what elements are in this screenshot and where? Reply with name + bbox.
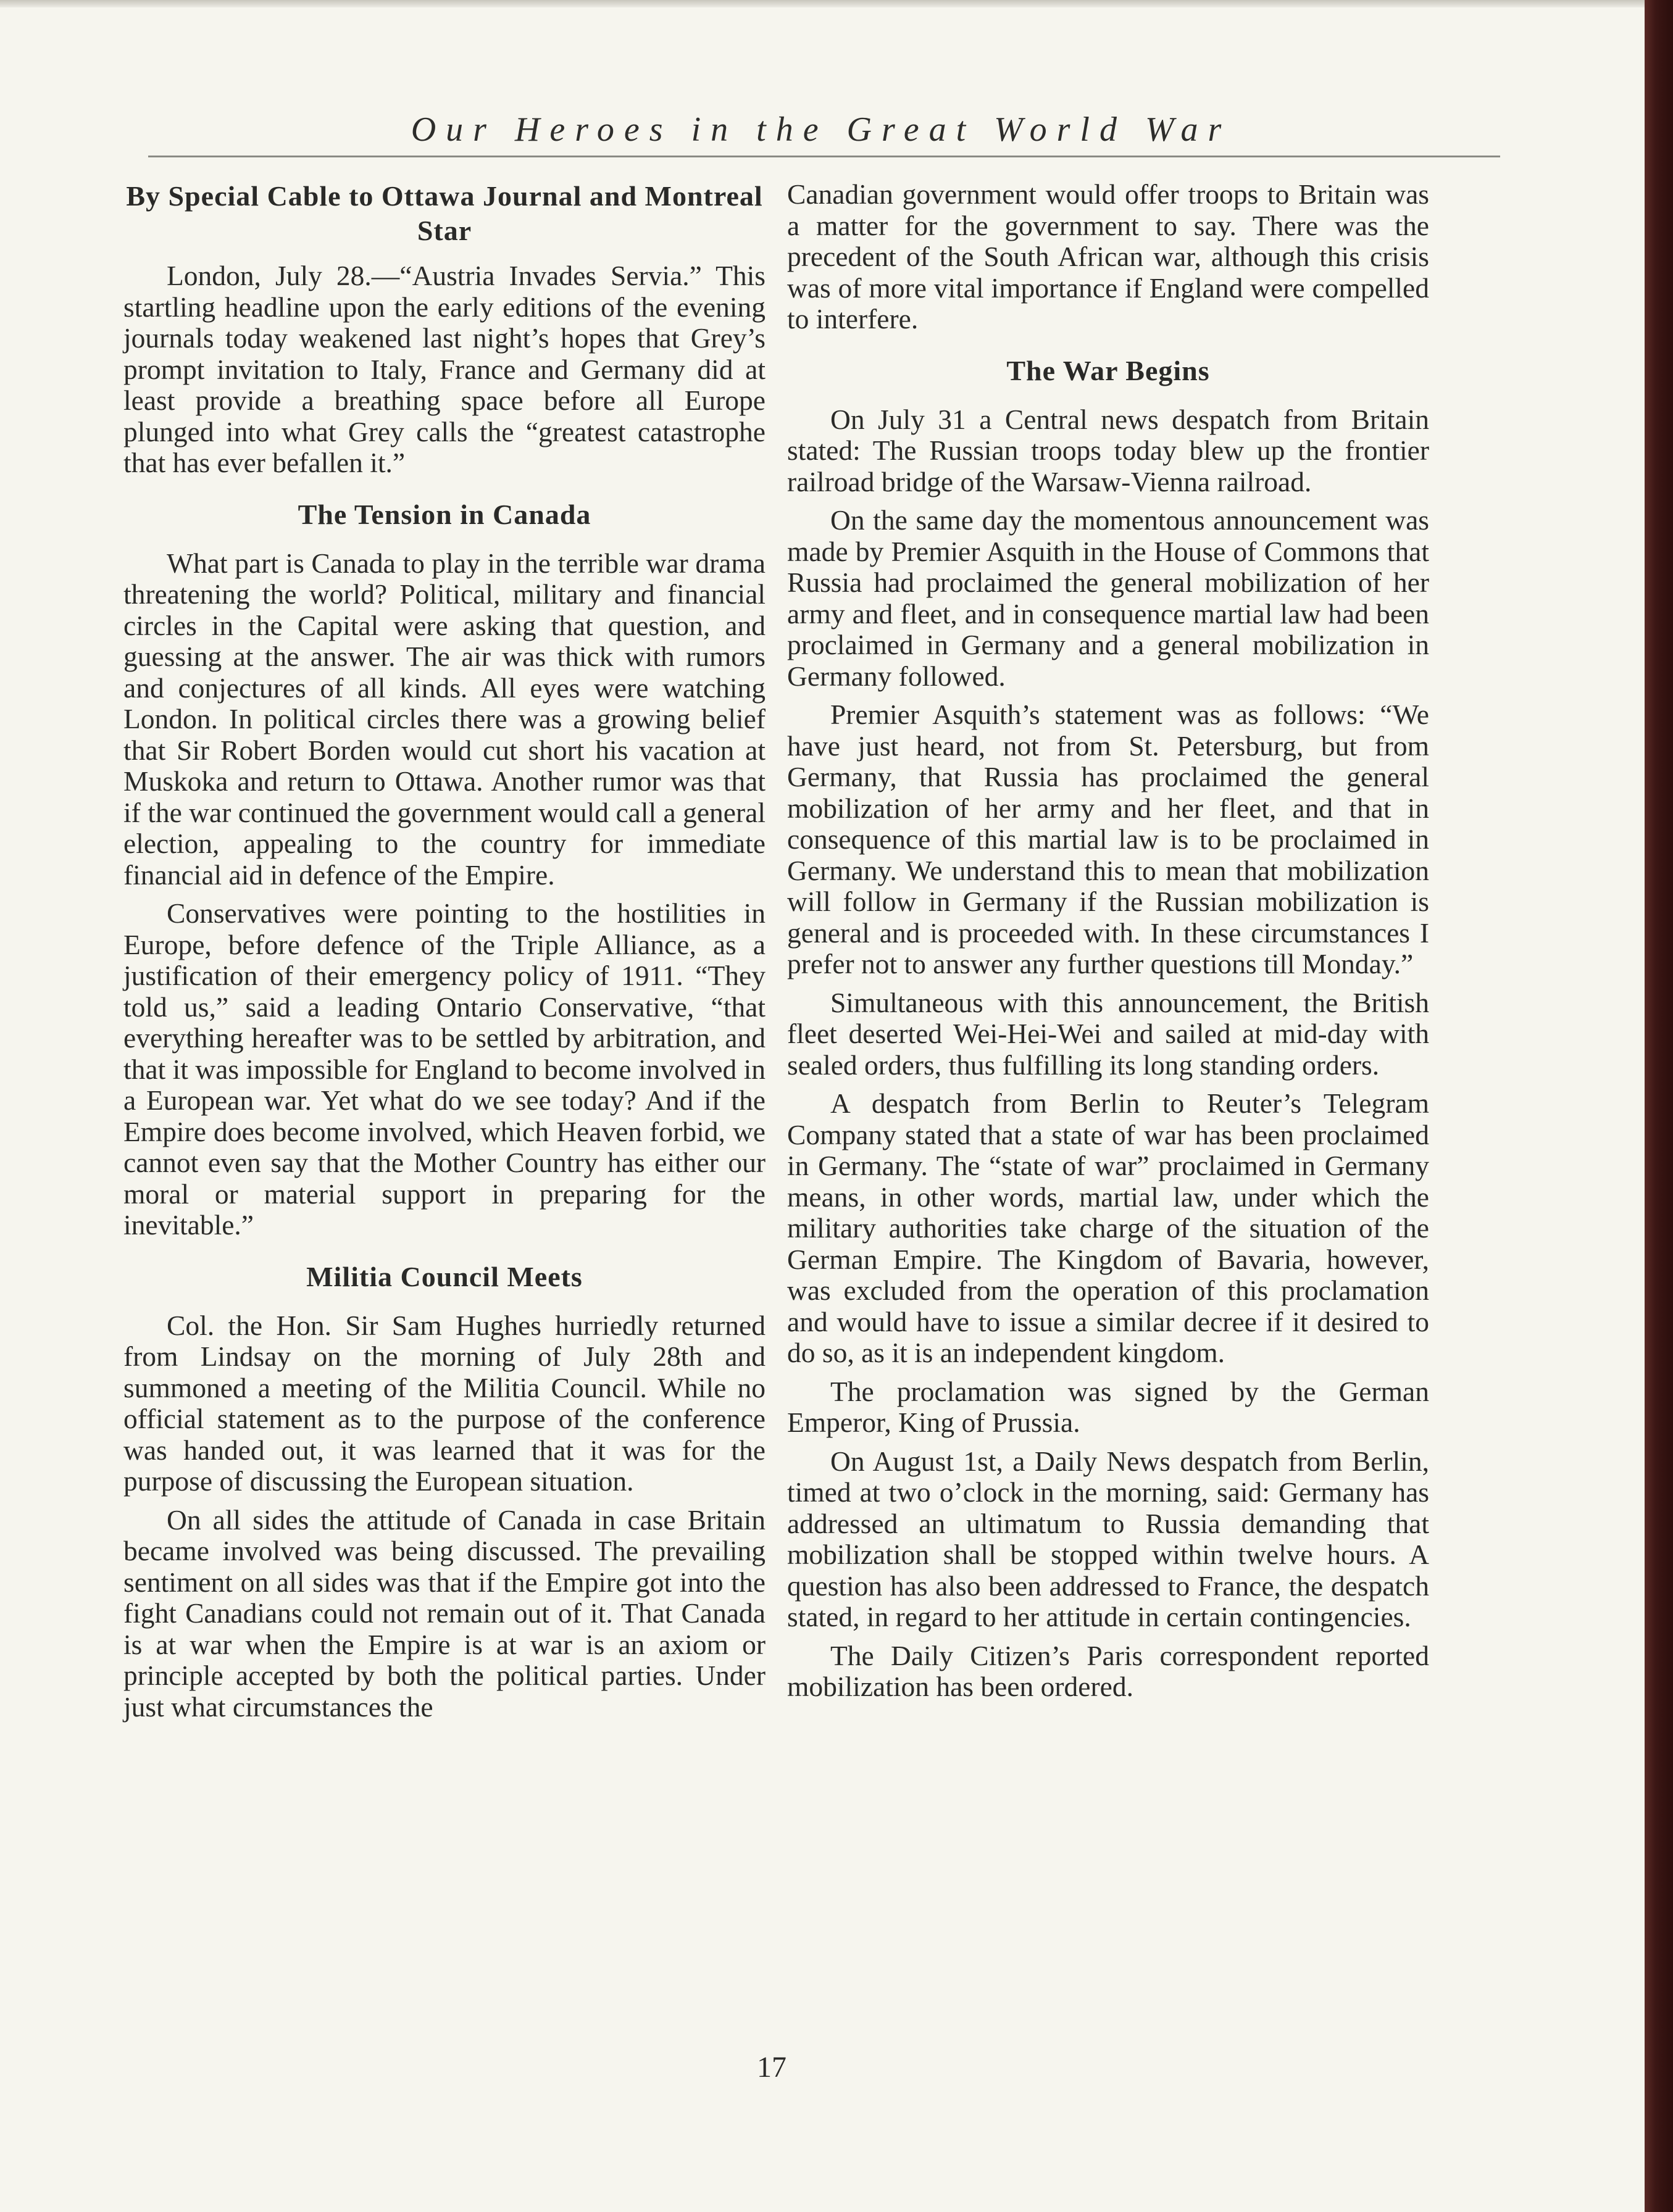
page-binding-edge xyxy=(1645,0,1673,2212)
section-heading-militia-council: Militia Council Meets xyxy=(306,1260,583,1292)
paragraph: Col. the Hon. Sir Sam Hughes hurriedly returned from Lindsay on the morning of July 28th and summoned a meeting of the Militia Council. While no official statement as to the purpose of the conference was handed out, it was learned that it was for the purpose of discussing the European situation. xyxy=(123,1309,766,1497)
header-rule xyxy=(148,156,1500,157)
section-heading-tension-in-canada: The Tension in Canada xyxy=(298,498,591,530)
paragraph: On August 1st, a Daily News despatch from Berlin, timed at two o’clock in the morning, said: Germany has addressed an ultimatum to Russia demanding that mobilization shall be stopped within twelve hours. A question has also been addressed to France, the despatch stated, in regard to her attitude in certain contingencies. xyxy=(787,1445,1429,1632)
paragraph: Simultaneous with this announcement, the British fleet deserted Wei-Hei-Wei and sailed at mid-day with sealed orders, thus fulfilling its long standing orders. xyxy=(787,986,1429,1081)
paragraph-continuation: Canadian government would offer troops to Britain was a matter for the government to say. There was the precedent of the South African war, although this crisis was of more vital importance if England were compelled to interfere. xyxy=(787,178,1429,335)
page-number: 17 xyxy=(757,2051,786,2084)
paragraph: The proclamation was signed by the German Emperor, King of Prussia. xyxy=(787,1375,1429,1438)
left-column xyxy=(123,179,766,1730)
paragraph: A despatch from Berlin to Reuter’s Telegram Company stated that a state of war has been proclaimed in Germany. The “state of war” proclaimed in Germany means, in other words, martial law, under which the military authorities take charge of the situation of the German Empire. The Kingdom of Bavaria, however, was excluded from the operation of this proclamation and would have to issue a similar decree if it desired to do so, as it is an independent kingdom. xyxy=(787,1087,1429,1368)
paragraph: On the same day the momentous announcement was made by Premier Asquith in the House of Commons that Russia had proclaimed the general mobilization of her army and fleet, and in consequence martial law had been proclaimed in Germany and a general mobilization in Germany followed. xyxy=(787,504,1429,692)
paragraph: London, July 28.—“Austria Invades Servia.” This startling headline upon the early editions of the evening journals today weakened last night’s hopes that Grey’s prompt invitation to Italy, France and Germany did at least provide a breathing space before all Europe plunged into what Grey calls the “greatest catastrophe that has ever befallen it.” xyxy=(123,260,766,478)
paragraph: What part is Canada to play in the terrible war drama threatening the world? Political, military and financial circles in the Capital were asking that question, and guessing at the answer. The air was thick with rumors and conjectures of all kinds. All eyes were watching London. In political circles there was a growing belief that Sir Robert Borden would cut short his vacation at Muskoka and return to Ottawa. Another rumor was that if the war continued the government would call a general election, appealing to the country for immediate financial aid in defence of the Empire. xyxy=(123,547,766,891)
paragraph: On all sides the attitude of Canada in case Britain became involved was being discussed. The prevailing sentiment on all sides was that if the Empire got into the fight Canadians could not remain out of it. That Canada is at war when the Empire is at war is an axiom or principle accepted by both the political parties. Under just what circumstances the xyxy=(123,1503,766,1723)
paragraph: Conservatives were pointing to the hostilities in Europe, before defence of the Triple Alliance, as a justification of their emergency policy of 1911. “They told us,” said a leading Ontario Conservative, “that everything hereafter was to be settled by arbitration, and that it was impossible for England to become involved in a European war. Yet what do we see today? And if the Empire does become involved, which Heaven forbid, we cannot even say that the Mother Country has either our moral or material support in preparing for the inevitable.” xyxy=(123,897,766,1241)
paragraph: The Daily Citizen’s Paris correspondent reported mobilization has been ordered. xyxy=(787,1639,1429,1702)
paragraph: Premier Asquith’s statement was as follows: “We have just heard, not from St. Petersburg, but from Germany, that Russia has proclaimed the general mobilization of her army and her fleet, and that in consequence of this martial law is to be proclaimed in Germany. We understand this to mean that mobilization will follow in Germany if the Russian mobilization is general and is proceeded with. In these circumstances I prefer not to answer any further questions till Monday.” xyxy=(787,699,1429,979)
running-head: Our Heroes in the Great World War xyxy=(411,110,1232,149)
paragraph: On July 31 a Central news despatch from Britain stated: The Russian troops today blew up the frontier railroad bridge of the Warsaw-Vienna railroad. xyxy=(787,403,1429,497)
page-top-edge xyxy=(0,0,1673,7)
section-heading-war-begins: The War Begins xyxy=(1006,354,1210,386)
section-heading-special-cable: By Special Cable to Ottawa Journal and Montreal Star xyxy=(126,180,763,246)
right-column xyxy=(787,179,1429,1710)
